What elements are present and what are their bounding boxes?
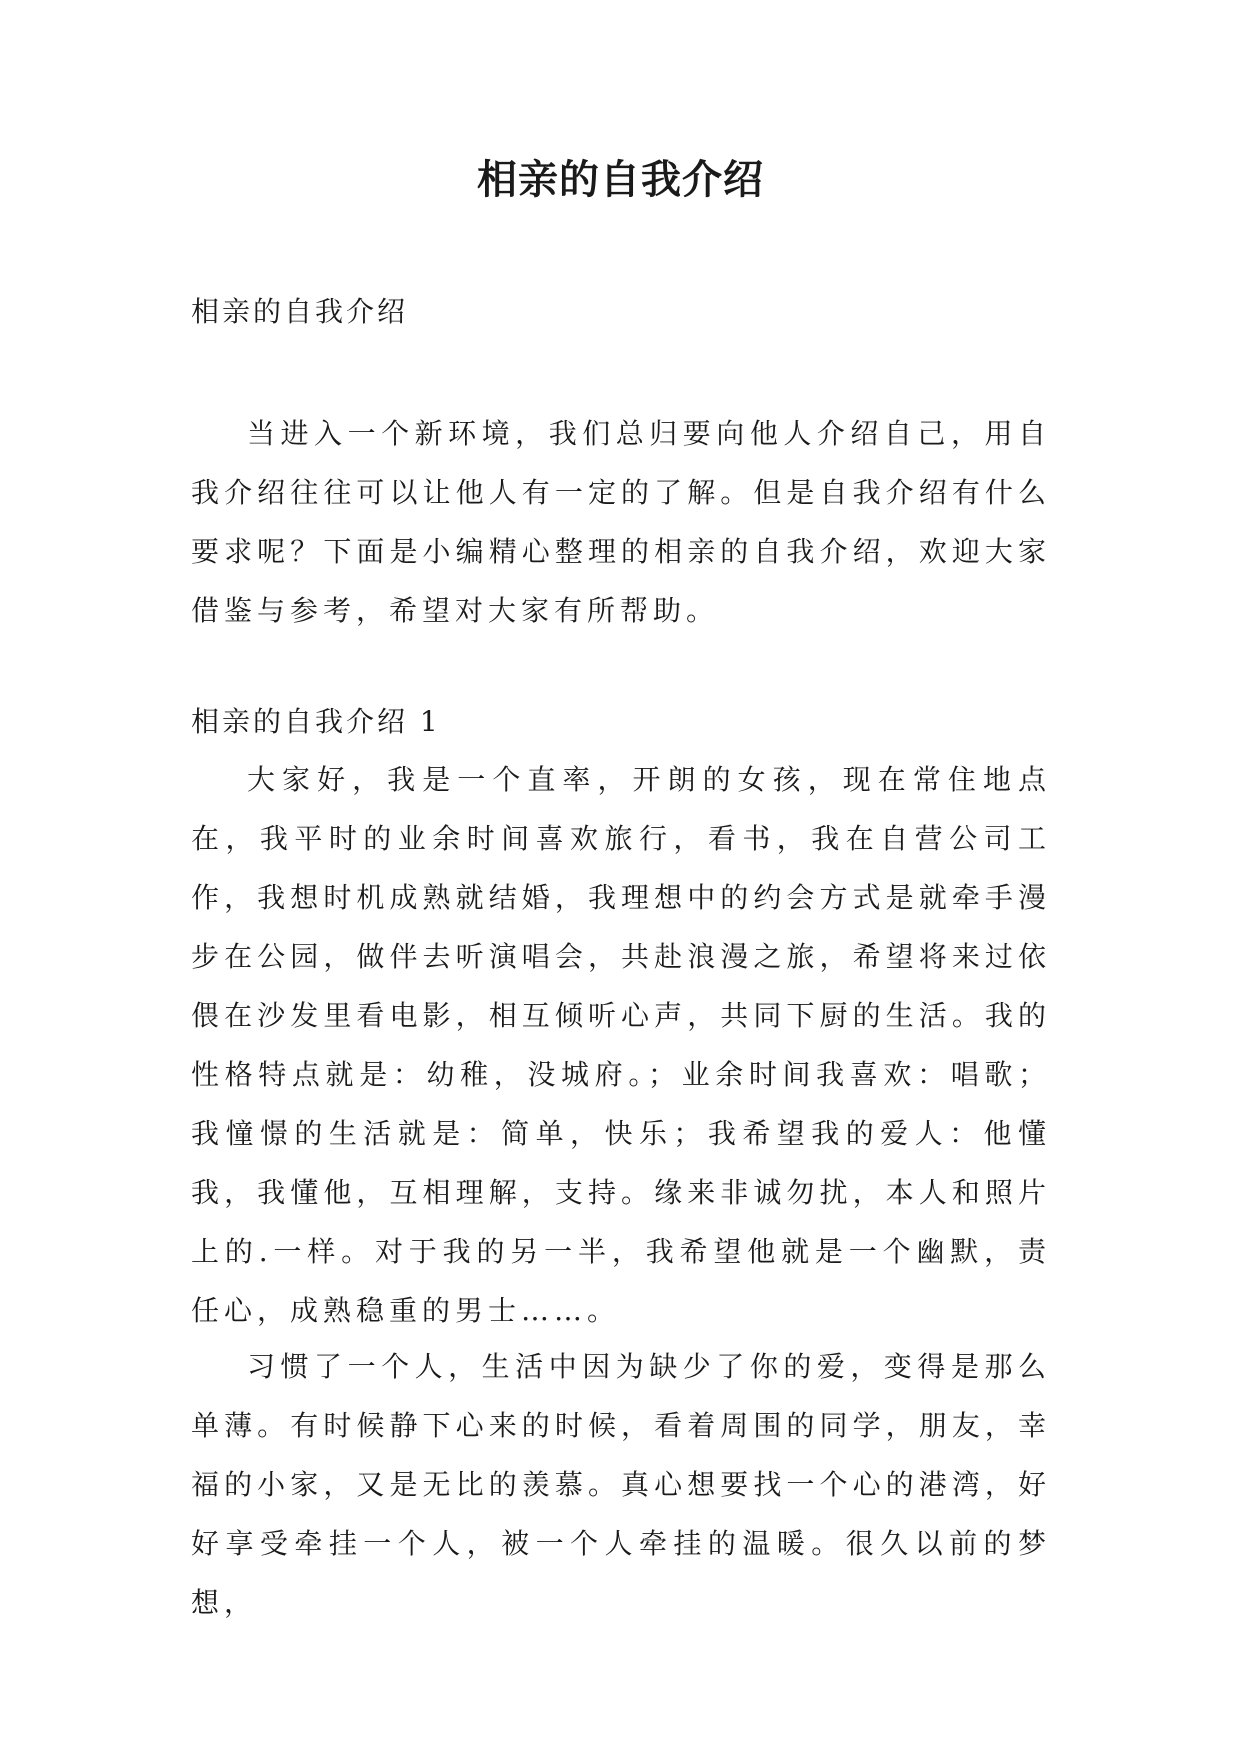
section-heading: 相亲的自我介绍 1 (191, 705, 441, 738)
intro-paragraph: 当进入一个新环境，我们总归要向他人介绍自己，用自我介绍往往可以让他人有一定的了解。但是自我介绍有什么要求呢？下面是小编精心整理的相亲的自我介绍，欢迎大家借鉴与参考，希望对大家有所帮助。 (191, 417, 1051, 627)
document-title: 相亲的自我介绍 (477, 157, 764, 203)
document-subtitle: 相亲的自我介绍 (191, 295, 409, 328)
body-paragraph: 习惯了一个人，生活中因为缺少了你的爱，变得是那么单薄。有时候静下心来的时候，看着周围的同学，朋友，幸福的小家，又是无比的羡慕。真心想要找一个心的港湾，好好享受牵挂一个人，被一个人牵挂的温暖。很久以前的梦想， (191, 1350, 1051, 1619)
body-paragraph: 大家好，我是一个直率，开朗的女孩，现在常住地点在，我平时的业余时间喜欢旅行，看书，我在自营公司工作，我想时机成熟就结婚，我理想中的约会方式是就牵手漫步在公园，做伴去听演唱会，共赴浪漫之旅，希望将来过依偎在沙发里看电影，相互倾听心声，共同下厨的生活。我的性格特点就是：幼稚，没城府。；业余时间我喜欢：唱歌；我憧憬的生活就是：简单，快乐；我希望我的爱人：他懂我，我懂他，互相理解，支持。缘来非诚勿扰，本人和照片上的.一样。对于我的另一半，我希望他就是一个幽默，责任心，成熟稳重的男士……。 (191, 763, 1051, 1327)
